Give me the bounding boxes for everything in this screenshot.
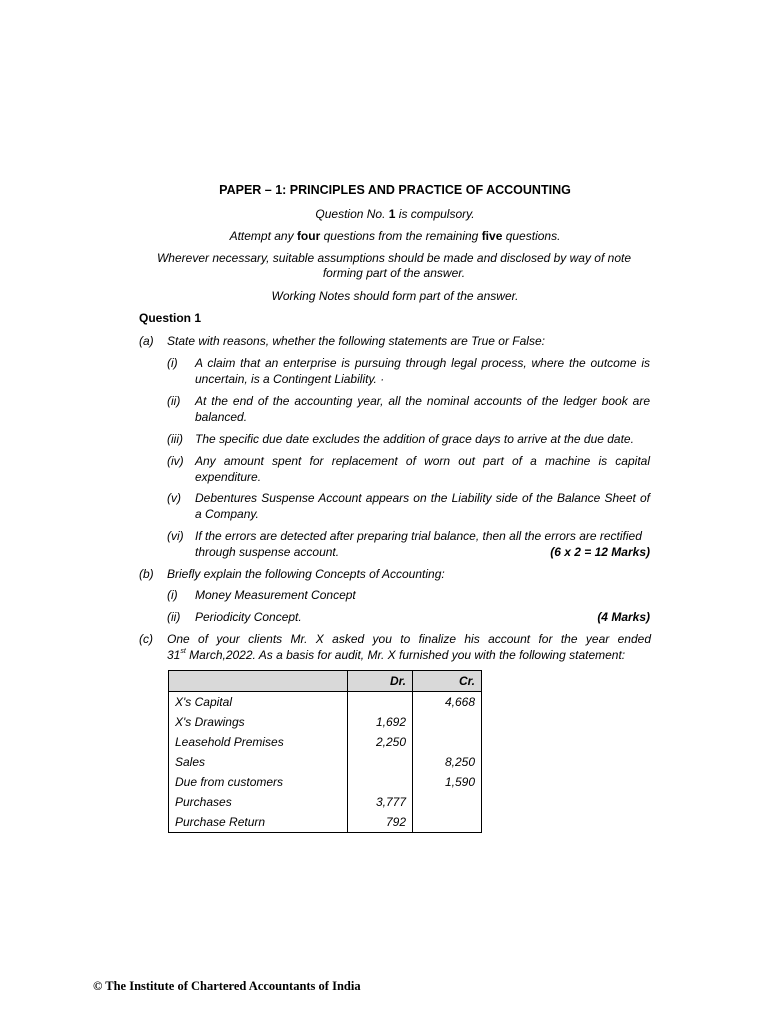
table-cell: 1,692: [348, 712, 413, 732]
part-text: State with reasons, whether the following statements are True or False:: [167, 334, 545, 348]
list-item: [167, 432, 651, 448]
table-cell: Due from customers: [169, 772, 348, 792]
table-header-particulars: [169, 671, 348, 692]
item-text: At the end of the accounting year, all the nominal accounts of the ledger book are balanced.: [195, 394, 650, 424]
table-cell: [413, 812, 482, 833]
list-item: [167, 491, 651, 523]
instruction-attempt: [140, 229, 650, 244]
item-label: (iii): [167, 432, 183, 446]
item-label: (ii): [167, 394, 181, 408]
item-label: (vi): [167, 529, 184, 543]
table-cell: [413, 712, 482, 732]
part-label: (a): [139, 334, 154, 348]
table-cell: X's Capital: [169, 692, 348, 713]
item-text: Periodicity Concept.: [195, 610, 302, 624]
table-cell: 8,250: [413, 752, 482, 772]
table-cell: [413, 792, 482, 812]
item-label: (i): [167, 588, 178, 602]
list-item: [167, 454, 651, 486]
instruction-bold: 1: [388, 207, 396, 221]
part-text: Briefly explain the following Concepts of Accounting:: [167, 567, 445, 581]
instruction-bold: four: [296, 229, 321, 243]
date-number: 31: [167, 648, 181, 662]
table-row: [169, 792, 482, 812]
date-suffix: st: [180, 648, 186, 655]
part-text-continued: March,2022. As a basis for audit, Mr. X furnished you with the following statement:: [185, 648, 626, 662]
list-item: [167, 394, 651, 426]
table-header-cr: Cr.: [413, 671, 482, 692]
table-cell: Sales: [169, 752, 348, 772]
instruction-text: questions.: [502, 229, 561, 243]
table-cell: Purchase Return: [169, 812, 348, 833]
part-label: (b): [139, 567, 154, 581]
table-cell: 3,777: [348, 792, 413, 812]
instruction-text: is compulsory.: [395, 207, 475, 221]
instruction-text: Question No.: [315, 207, 389, 221]
instruction-working-notes: Working Notes should form part of the answer.: [271, 289, 519, 303]
part-b: [139, 567, 651, 583]
instruction-text: questions from the remaining: [320, 229, 482, 243]
trial-statement-table: [168, 670, 482, 833]
table-header-dr: Dr.: [348, 671, 413, 692]
table-cell: [348, 692, 413, 713]
item-text: Debentures Suspense Account appears on the Liability side of the Balance Sheet of a Company.: [195, 491, 650, 521]
list-item: [167, 356, 651, 388]
table-cell: Purchases: [169, 792, 348, 812]
table-cell: 1,590: [413, 772, 482, 792]
table-header-row: [169, 671, 482, 692]
table-cell: X's Drawings: [169, 712, 348, 732]
part-text: One of your clients Mr. X asked you to finalize his account for the year ended: [167, 632, 651, 646]
part-label: (c): [139, 632, 153, 646]
item-text: The specific due date excludes the addition of grace days to arrive at the due date.: [195, 432, 634, 446]
table-row: [169, 712, 482, 732]
table-row: [169, 752, 482, 772]
instruction-text: Attempt any: [229, 229, 297, 243]
item-text: Any amount spent for replacement of worn out part of a machine is capital expenditure.: [195, 454, 650, 484]
item-text: If the errors are detected after preparing trial balance, then all the errors are rectified through suspense account.: [195, 529, 642, 559]
table-cell: 2,250: [348, 732, 413, 752]
marks-b: (4 Marks): [597, 610, 650, 624]
question-heading: Question 1: [139, 311, 202, 325]
table-row: [169, 812, 482, 833]
item-label: (v): [167, 491, 181, 505]
item-text: Money Measurement Concept: [195, 588, 356, 602]
marks-a: (6 x 2 = 12 Marks): [550, 545, 650, 559]
part-c: [139, 632, 651, 664]
list-item: [167, 588, 651, 604]
item-label: (ii): [167, 610, 181, 624]
item-label: (i): [167, 356, 178, 370]
table-cell: Leasehold Premises: [169, 732, 348, 752]
table-cell: [348, 772, 413, 792]
item-label: (iv): [167, 454, 184, 468]
item-text: A claim that an enterprise is pursuing through legal process, where the outcome is uncertain, is a Contingent Liability. ·: [195, 356, 650, 386]
footer-copyright: © The Institute of Chartered Accountants of India: [93, 979, 361, 993]
table-row: [169, 692, 482, 713]
instruction-bold: five: [481, 229, 503, 243]
table-row: [169, 732, 482, 752]
table-cell: [413, 732, 482, 752]
instruction-compulsory: [140, 207, 650, 222]
instruction-assumptions: Wherever necessary, suitable assumptions should be made and disclosed by way of note forming part of the answer.: [156, 251, 632, 280]
paper-title: PAPER – 1: PRINCIPLES AND PRACTICE OF ACCOUNTING: [219, 183, 571, 197]
part-a: [139, 334, 651, 350]
table-row: [169, 772, 482, 792]
table-cell: 792: [348, 812, 413, 833]
table-cell: 4,668: [413, 692, 482, 713]
table-cell: [348, 752, 413, 772]
part-text-line2: [167, 648, 651, 664]
